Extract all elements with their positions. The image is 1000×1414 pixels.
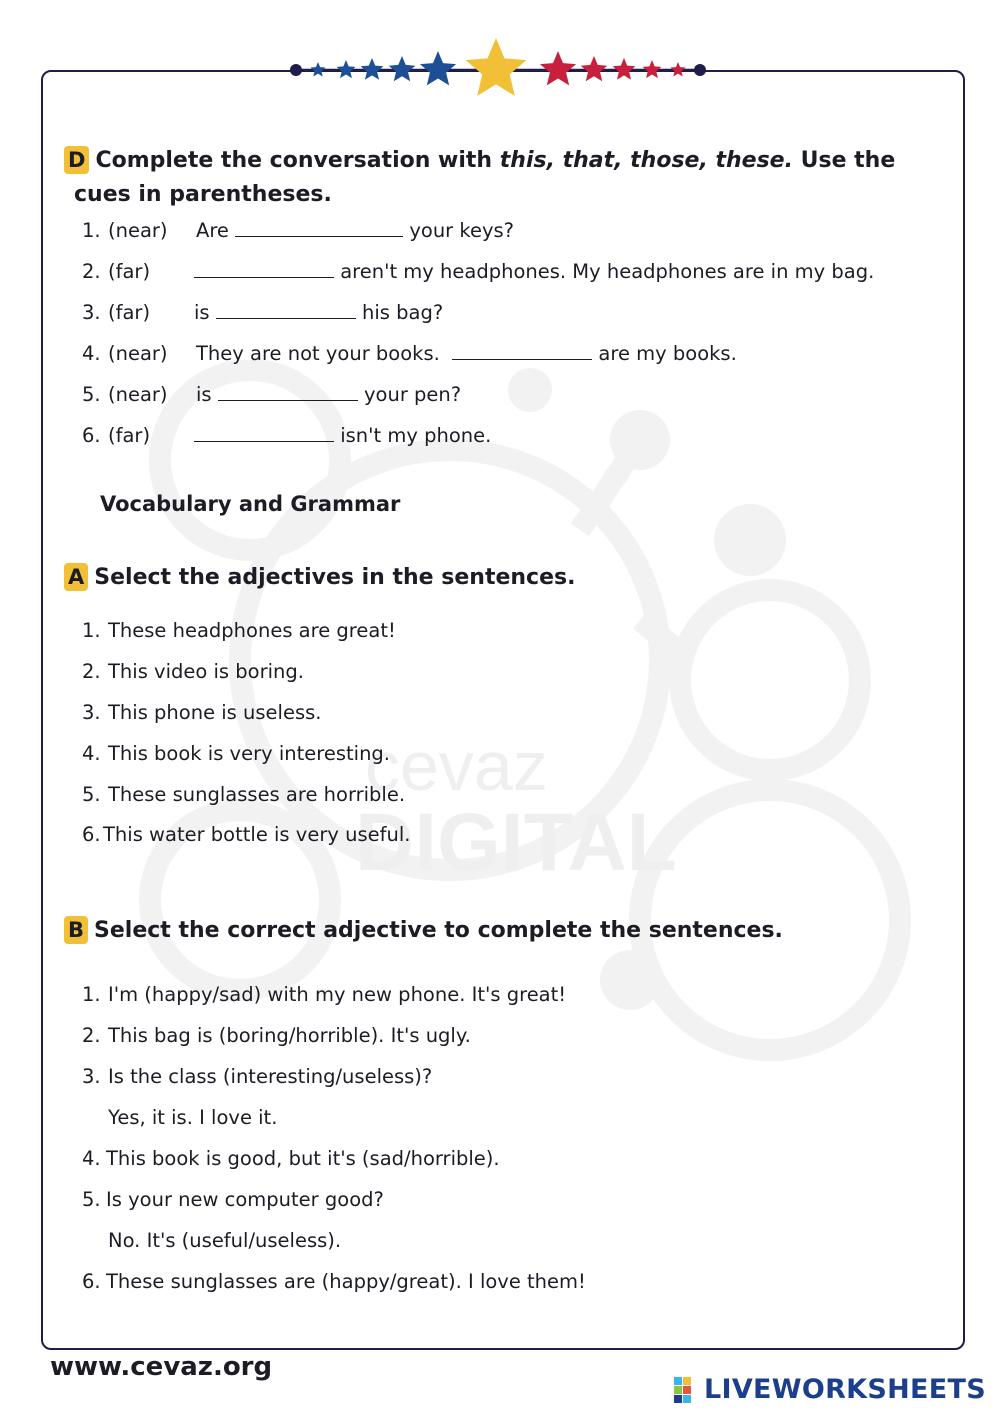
section-b-instruction: Select the correct adjective to complete the sentences.	[94, 918, 783, 943]
sentence[interactable]: These headphones are great!	[108, 619, 396, 642]
section-d-instruction-end: Use the	[792, 148, 896, 173]
sentence-start: is	[196, 383, 212, 406]
list-item	[82, 1023, 101, 1049]
sentence[interactable]: This phone is useless.	[108, 701, 322, 724]
answer-blank[interactable]	[194, 261, 334, 278]
sentence[interactable]: This book is very interesting.	[108, 742, 391, 765]
sentence-end: are my books.	[598, 342, 737, 365]
sentence	[194, 300, 443, 326]
cue: (near)	[108, 219, 168, 242]
item-number: 1.	[82, 619, 101, 642]
sentence-start: Are	[196, 219, 229, 242]
answer-blank[interactable]	[218, 384, 358, 401]
item-number: 6.	[82, 1270, 101, 1293]
star-icon	[540, 51, 576, 85]
item-number: 1.	[82, 983, 101, 1006]
list-item	[82, 1187, 101, 1213]
answer-blank[interactable]	[216, 302, 356, 319]
section-a-badge: A	[64, 563, 88, 591]
liveworksheets-icon	[674, 1377, 700, 1403]
list-item	[82, 822, 101, 848]
section-b-badge: B	[64, 916, 88, 944]
list-item	[82, 341, 101, 367]
list-item	[82, 782, 101, 808]
section-a-instruction: Select the adjectives in the sentences.	[94, 565, 576, 590]
star-icon	[361, 58, 384, 80]
item-number: 6.	[82, 823, 101, 846]
star-icon	[613, 58, 636, 80]
section-a-heading	[64, 561, 575, 594]
section-d-instruction-line2: cues in parentheses.	[74, 182, 332, 207]
sentence[interactable]: I'm (happy/sad) with my new phone. It's great!	[108, 983, 567, 1006]
answer-blank[interactable]	[452, 343, 592, 360]
item-number: 5.	[82, 783, 101, 806]
list-item	[82, 1146, 101, 1172]
section-d-instruction-italic: this, that, those, these.	[499, 148, 793, 173]
list-item	[82, 1269, 101, 1295]
list-item	[82, 218, 101, 244]
item-number: 4.	[82, 1147, 101, 1170]
star-icon	[310, 62, 325, 77]
item-number: 5.	[82, 383, 101, 406]
sentence	[194, 259, 874, 285]
subtitle: Vocabulary and Grammar	[100, 492, 401, 516]
cue: (far)	[108, 260, 151, 283]
answer-blank[interactable]	[235, 220, 403, 237]
list-item	[82, 259, 101, 285]
list-item	[82, 1064, 101, 1090]
answer-blank[interactable]	[194, 425, 334, 442]
star-icon	[420, 51, 456, 85]
list-item	[82, 700, 101, 726]
item-number: 3.	[82, 1065, 101, 1088]
sentence-start: is	[194, 301, 210, 324]
sentence-start: They are not your books.	[196, 342, 440, 365]
sentence	[196, 382, 461, 408]
section-d-badge: D	[64, 146, 89, 174]
sentence[interactable]: This bag is (boring/horrible). It's ugly.	[108, 1024, 471, 1047]
sentence[interactable]: These sunglasses are horrible.	[108, 783, 406, 806]
section-b-heading	[64, 914, 783, 947]
item-number: 4.	[82, 742, 101, 765]
sentence	[194, 423, 491, 449]
section-d-instruction-start: Complete the conversation with	[95, 148, 500, 173]
item-number: 3.	[82, 301, 101, 324]
brand-name: LIVEWORKSHEETS	[703, 1374, 986, 1405]
star-icon	[466, 38, 527, 96]
website-url[interactable]: www.cevaz.org	[50, 1352, 273, 1382]
list-item	[82, 300, 101, 326]
sentence[interactable]: This video is boring.	[108, 660, 304, 683]
item-number: 2.	[82, 1024, 101, 1047]
item-number: 6.	[82, 424, 101, 447]
star-icon	[389, 56, 416, 81]
cue: (far)	[108, 301, 151, 324]
sentence-end: isn't my phone.	[340, 424, 492, 447]
star-icon	[337, 60, 356, 78]
list-item	[82, 382, 101, 408]
watermark-line2: DIGITAL	[355, 797, 677, 888]
cue: (far)	[108, 424, 151, 447]
star-icon	[670, 62, 685, 77]
item-number: 2.	[82, 660, 101, 683]
star-icon	[581, 56, 608, 81]
sentence-end: his bag?	[361, 301, 444, 324]
list-item	[82, 982, 101, 1008]
sentence-answer[interactable]: No. It's (useful/useless).	[108, 1229, 342, 1252]
list-item	[82, 659, 101, 685]
sentence[interactable]: This book is good, but it's (sad/horrible).	[106, 1147, 500, 1170]
item-number: 5.	[82, 1188, 101, 1211]
list-item	[82, 741, 101, 767]
watermark-line1: cevaz	[365, 727, 548, 805]
item-number: 3.	[82, 701, 101, 724]
item-number: 1.	[82, 219, 101, 242]
list-item	[82, 423, 101, 449]
sentence-end: your pen?	[363, 383, 462, 406]
sentence-end: aren't my headphones. My headphones are in my bag.	[340, 260, 875, 283]
star-icon	[643, 60, 662, 78]
sentence[interactable]: This water bottle is very useful.	[103, 823, 411, 846]
sentence	[196, 341, 737, 367]
star-decoration	[280, 30, 720, 110]
sentence-answer: Yes, it is. I love it.	[108, 1106, 278, 1129]
sentence-end: your keys?	[409, 219, 515, 242]
item-number: 4.	[82, 342, 101, 365]
sentence[interactable]: These sunglasses are (happy/great). I love them!	[106, 1270, 586, 1293]
sentence	[196, 218, 514, 244]
cue: (near)	[108, 383, 168, 406]
sentence[interactable]: Is the class (interesting/useless)?	[108, 1065, 433, 1088]
item-number: 2.	[82, 260, 101, 283]
cue: (near)	[108, 342, 168, 365]
sentence[interactable]: Is your new computer good?	[106, 1188, 384, 1211]
section-d-heading	[64, 144, 895, 177]
list-item	[82, 618, 101, 644]
liveworksheets-logo	[674, 1374, 986, 1405]
